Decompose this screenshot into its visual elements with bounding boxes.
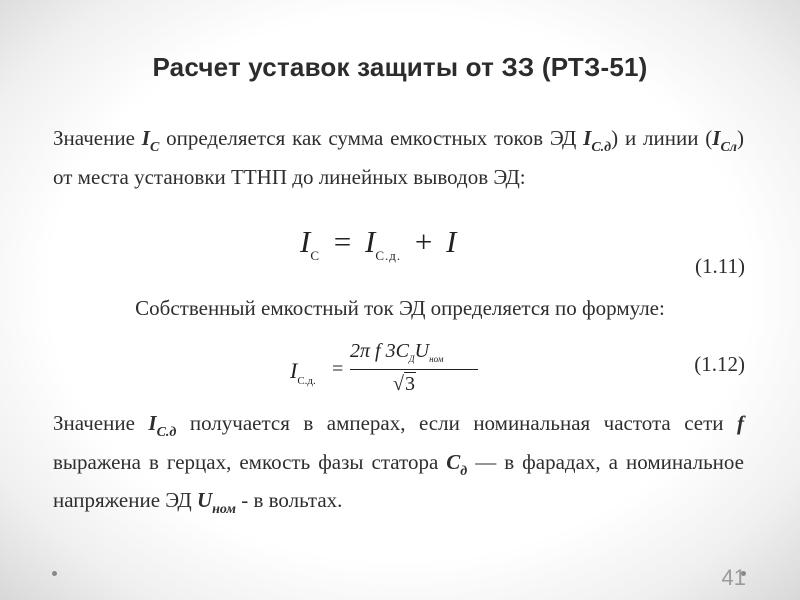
symbol-u-subscript: ном bbox=[212, 502, 236, 517]
symbol-icl-subscript: Сл bbox=[720, 140, 737, 155]
formula-1-12 bbox=[290, 340, 490, 400]
text: ) и линии ( bbox=[611, 126, 713, 150]
fraction-bar bbox=[350, 369, 478, 370]
numerator-u: U bbox=[414, 340, 430, 362]
text: получается в амперах, если номинальная частота сети bbox=[176, 411, 737, 435]
equation-number-1-11: (1.11) bbox=[695, 254, 745, 278]
equals-sign: = bbox=[332, 358, 344, 380]
equals-sign: = bbox=[333, 224, 352, 259]
formula-term-1: I bbox=[364, 224, 376, 259]
slide-title: Расчет уставок защиты от ЗЗ (РТЗ-51) bbox=[152, 52, 648, 82]
symbol-ic-subscript: С bbox=[149, 140, 160, 155]
text: ) от места установки ТТНП до линейных выводов ЭД: bbox=[53, 126, 744, 189]
sqrt-value: 3 bbox=[404, 373, 415, 395]
symbol-c-subscript: д bbox=[460, 463, 468, 479]
symbol-c: С bbox=[446, 449, 461, 474]
equation-number-1-12: (1.12) bbox=[694, 352, 745, 376]
formula-term-2: I bbox=[446, 224, 457, 259]
numerator-text: 2π f 3C bbox=[350, 340, 409, 362]
symbol-icd: I bbox=[148, 411, 157, 435]
formula-1-11 bbox=[300, 224, 456, 264]
symbol-u: U bbox=[196, 488, 213, 512]
plus-sign: + bbox=[414, 224, 433, 259]
symbol-icl: I bbox=[712, 126, 721, 150]
symbol-icd: I bbox=[583, 126, 592, 150]
text: — в фарадах, а номинальное напряжение ЭД bbox=[53, 449, 744, 512]
formula-term-1-subscript: С.д. bbox=[375, 248, 402, 263]
formula-lhs: I bbox=[300, 224, 311, 259]
formula-lhs bbox=[290, 358, 316, 387]
text: определяется как сумма емкостных токов ЭД bbox=[159, 126, 584, 150]
formula-numerator bbox=[350, 340, 443, 364]
text: Значение bbox=[53, 411, 149, 435]
numerator-c-subscript: Д bbox=[408, 354, 415, 364]
formula-lhs-subscript: С.д. bbox=[297, 375, 316, 387]
numerator-u-subscript: ном bbox=[429, 354, 444, 364]
formula-denominator bbox=[393, 373, 416, 396]
sqrt-sign: √ bbox=[393, 373, 404, 395]
symbol-ic: I bbox=[141, 126, 150, 150]
symbol-icd-subscript: С.д bbox=[156, 425, 177, 440]
text: - в вольтах. bbox=[235, 488, 343, 512]
paragraph-own-current: Собственный емкостный ток ЭД определяется по формуле: bbox=[135, 296, 665, 320]
text: выражена в герцах, емкость фазы статора bbox=[53, 449, 447, 474]
page-number: 41 bbox=[721, 565, 746, 590]
symbol-f: f bbox=[737, 411, 744, 435]
symbol-icd-subscript: С.д bbox=[591, 140, 612, 155]
formula-lhs-subscript: С bbox=[310, 248, 320, 263]
paragraph-ic-definition bbox=[53, 124, 744, 191]
paragraph-units bbox=[53, 409, 744, 525]
decorative-dot-left bbox=[52, 571, 57, 576]
formula-lhs-symbol: I bbox=[290, 358, 298, 383]
text: Значение bbox=[53, 126, 142, 150]
